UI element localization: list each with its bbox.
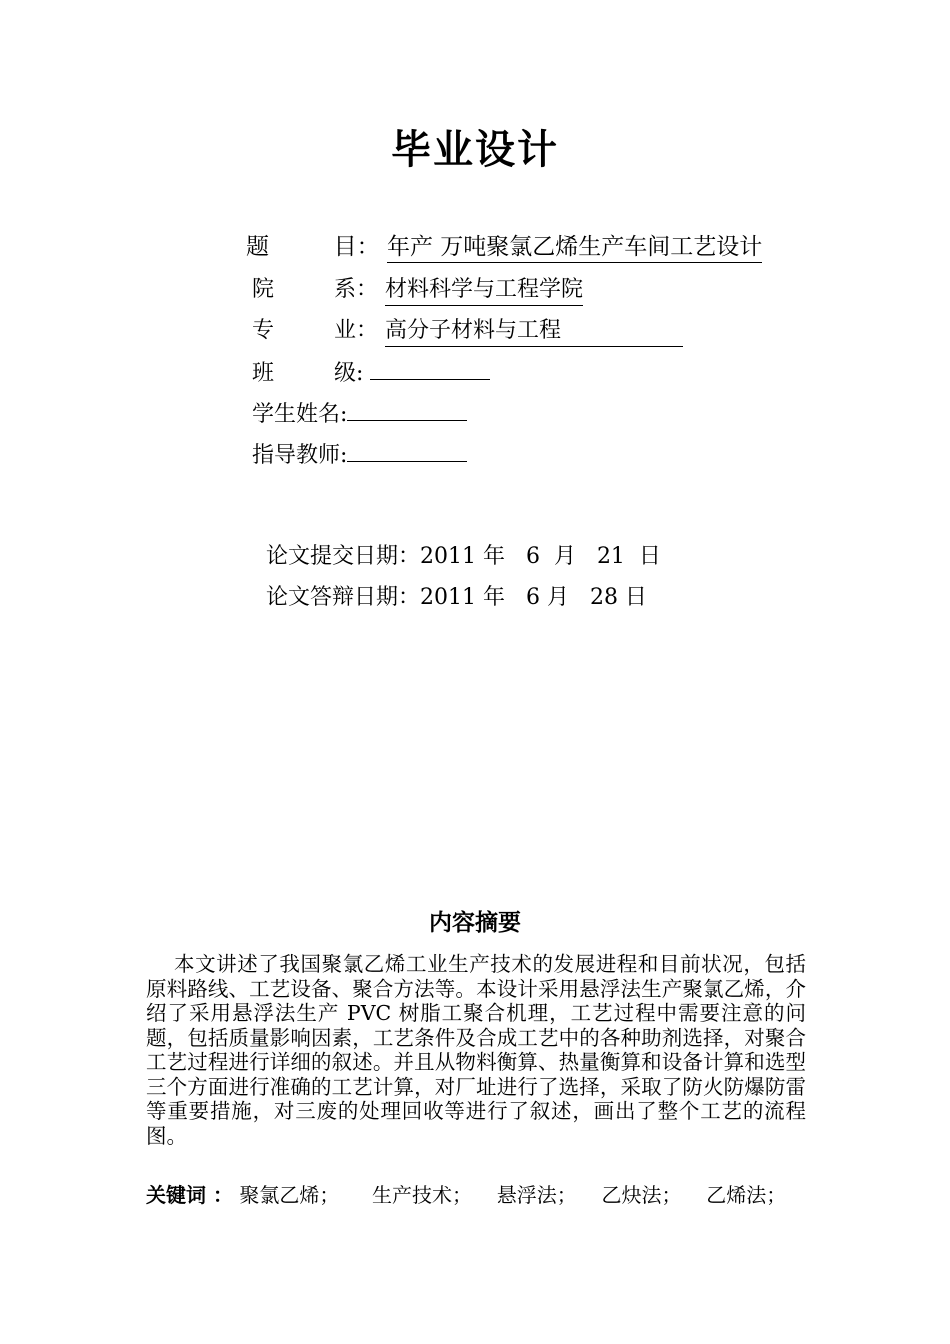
major-value: 高分子材料与工程 [385,316,683,347]
major-row [252,316,683,347]
keyword-item: 聚氯乙烯； [239,1183,340,1207]
submit-date-label: 论文提交日期： [266,544,421,569]
document-title: 毕业设计 [391,127,559,173]
keywords-row [146,1182,786,1208]
advisor-blank [347,439,467,462]
topic-label-b: 目： [333,234,380,260]
class-label-b: 级: [334,361,364,386]
major-label-a: 专 [252,318,275,343]
keywords-label: 关键词 ： [146,1183,233,1207]
keyword-item: 乙炔法； [601,1183,682,1207]
topic-value: 年产 万吨聚氯乙烯生产车间工艺设计 [387,232,762,263]
student-blank [347,398,467,421]
keyword-item: 悬浮法； [496,1183,577,1207]
topic-row [246,232,762,263]
abstract-body: 本文讲述了我国聚氯乙烯工业生产技术的发展进程和目前状况，包括原料路线、工艺设备、聚合方法等。本设计采用悬浮法生产聚氯乙烯，介绍了采用悬浮法生产 PVC 树脂工聚合机理，工艺过程中需要注意的问题，包括质量影响因素，工艺条件及合成工艺中的各种助剂选择，对聚合工艺过程进行详细的叙述。并且从物料衡算、热量衡算和设备计算和选型三个方面进行准确的工艺计算，对厂址进行了选择，采取了防火防爆防雷等重要措施，对三废的处理回收等进行了叙述，画出了整个工艺的流程图。 [146,952,806,1148]
keyword-item: 生产技术； [372,1183,473,1207]
class-row [252,357,490,389]
submit-date-value: 2011 年 6 月 21 日 [420,544,661,569]
defense-date-row [252,553,647,613]
defense-date-value: 2011 年 6 月 28 日 [420,585,647,610]
advisor-row [252,439,467,471]
advisor-label: 指导教师: [252,443,348,468]
college-label-b: 系： [334,277,379,302]
abstract-title: 内容摘要 [429,910,521,936]
college-label-a: 院 [252,277,275,302]
college-value: 材料科学与工程学院 [385,275,583,306]
college-row [252,275,583,306]
class-blank [370,357,490,380]
student-label: 学生姓名: [252,402,348,427]
student-row [252,398,467,430]
topic-label-a: 题 [246,234,269,260]
keyword-item: 乙烯法； [706,1183,787,1207]
class-label-a: 班 [252,361,275,386]
defense-date-label: 论文答辩日期： [266,585,421,610]
major-label-b: 业： [334,318,379,343]
